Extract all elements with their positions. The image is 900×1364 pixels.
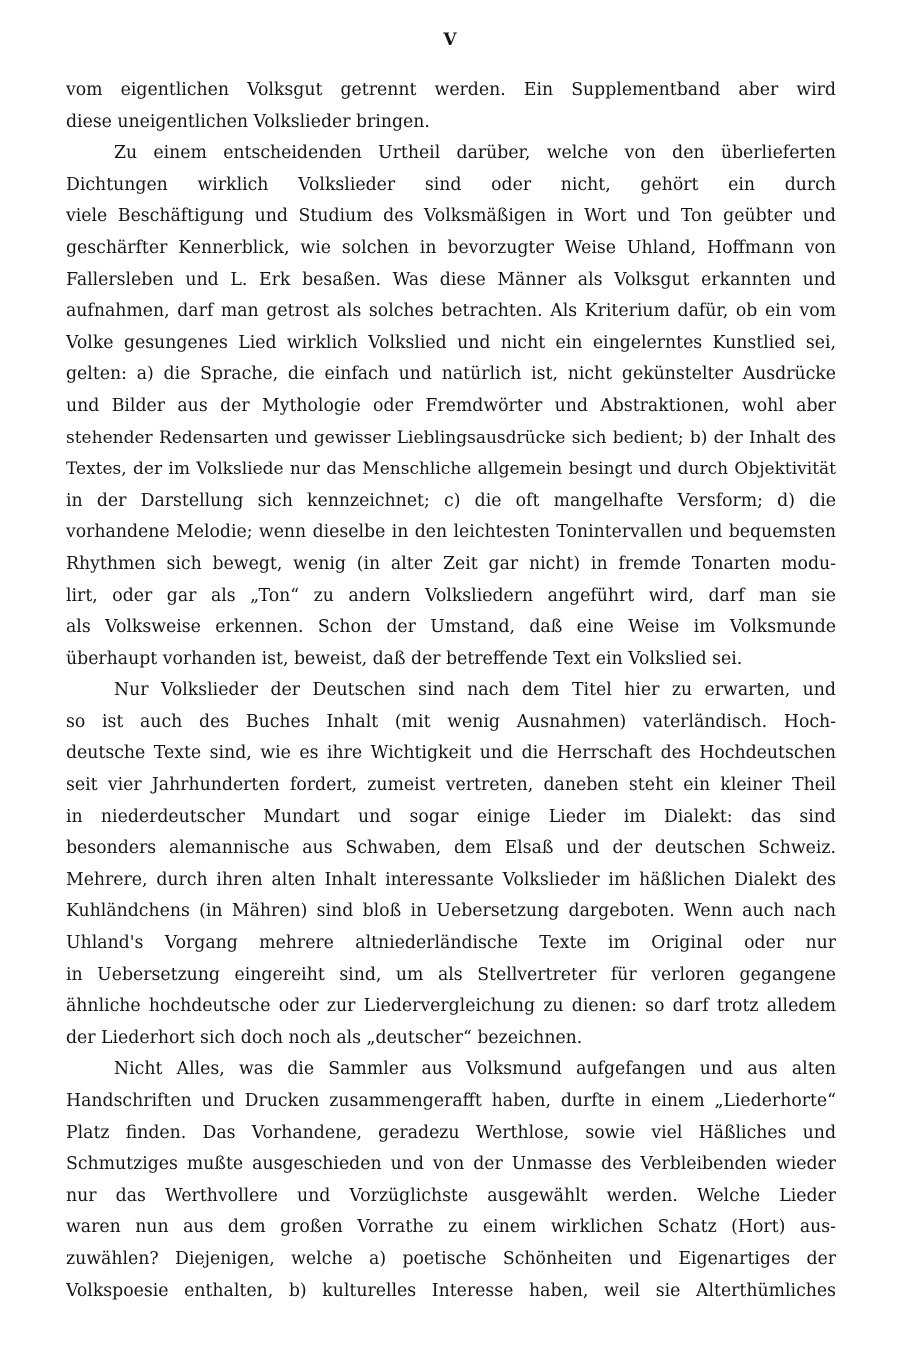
text-line: aufnahmen, darf man getrost als solches betrachten. Als Kriterium dafür, ob ein vom xyxy=(66,301,836,322)
text-line: Uhland's Vorgang mehrere altniederländische Texte im Original oder nur xyxy=(66,933,836,954)
text-line: deutsche Texte sind, wie es ihre Wichtigkeit und die Herrschaft des Hochdeutschen xyxy=(66,743,836,764)
text-line: Zu einem entscheidenden Urtheil darüber, welche von den überlieferten xyxy=(114,143,836,164)
text-line: Volkspoesie enthalten, b) kulturelles Interesse haben, weil sie Alterthümliches xyxy=(66,1280,836,1301)
text-line: stehender Redensarten und gewisser Lieblingsausdrücke sich bedient; b) der Inhalt des xyxy=(66,427,836,448)
text-line: in niederdeutscher Mundart und sogar einige Lieder im Dialekt: das sind xyxy=(66,806,836,827)
text-line: Dichtungen wirklich Volkslieder sind oder nicht, gehört ein durch xyxy=(66,174,836,195)
text-line: waren nun aus dem großen Vorrathe zu einem wirklichen Schatz (Hort) aus- xyxy=(66,1217,836,1238)
text-line: Mehrere, durch ihren alten Inhalt interessante Volkslieder im häßlichen Dialekt des xyxy=(66,869,836,890)
text-line: besonders alemannische aus Schwaben, dem Elsaß und der deutschen Schweiz. xyxy=(66,838,836,859)
text-line: so ist auch des Buches Inhalt (mit wenig Ausnahmen) vaterländisch. Hoch- xyxy=(66,711,836,732)
text-line: vom eigentlichen Volksgut getrennt werden. Ein Supplementband aber wird xyxy=(66,80,836,100)
text-line: Schmutziges mußte ausgeschieden und von der Unmasse des Verbleibenden wieder xyxy=(66,1154,836,1175)
text-line: als Volksweise erkennen. Schon der Umstand, daß eine Weise im Volksmunde xyxy=(66,617,836,638)
text-line: ähnliche hochdeutsche oder zur Liedervergleichung zu dienen: so darf trotz alledem xyxy=(66,996,836,1017)
text-line: Handschriften und Drucken zusammengerafft haben, durfte in einem „Liederhorte“ xyxy=(66,1091,836,1111)
text-line: gelten: a) die Sprache, die einfach und natürlich ist, nicht gekünstelter Ausdrücke xyxy=(66,364,836,385)
text-line: Platz finden. Das Vorhandene, geradezu Werthlose, sowie viel Häßliches und xyxy=(66,1122,836,1143)
text-line: lirt, oder gar als „Ton“ zu andern Volksliedern angeführt wird, darf man sie xyxy=(66,585,836,606)
text-line: und Bilder aus der Mythologie oder Fremdwörter und Abstraktionen, wohl aber xyxy=(66,395,836,416)
text-line: überhaupt vorhanden ist, beweist, daß der betreffende Text ein Volkslied sei. xyxy=(66,648,743,669)
text-line: Textes, der im Volksliede nur das Menschliche allgemein besingt und durch Objektivität xyxy=(66,459,836,480)
text-line: seit vier Jahrhunderten fordert, zumeist vertreten, daneben steht ein kleiner Theil xyxy=(66,775,836,796)
text-line: in Uebersetzung eingereiht sind, um als Stellvertreter für verloren gegangene xyxy=(66,964,836,985)
text-line: Kuhländchens (in Mähren) sind bloß in Uebersetzung dargeboten. Wenn auch nach xyxy=(66,901,836,922)
text-line: diese uneigentlichen Volkslieder bringen. xyxy=(66,111,430,132)
text-line: Nicht Alles, was die Sammler aus Volksmund aufgefangen und aus alten xyxy=(114,1059,836,1080)
text-line: Nur Volkslieder der Deutschen sind nach dem Titel hier zu erwarten, und xyxy=(114,680,836,701)
text-line: nur das Werthvollere und Vorzüglichste ausgewählt werden. Welche Lieder xyxy=(66,1185,836,1206)
text-line: Volke gesungenes Lied wirklich Volkslied und nicht ein eingelerntes Kunstlied sei, xyxy=(66,332,836,353)
body-text xyxy=(66,75,836,1307)
text-line: geschärfter Kennerblick, wie solchen in bevorzugter Weise Uhland, Hoffmann von xyxy=(66,237,836,258)
text-line: vorhandene Melodie; wenn dieselbe in den leichtesten Tonintervallen und bequemsten xyxy=(66,522,836,543)
text-line: Fallersleben und L. Erk besaßen. Was diese Männer als Volksgut erkannten und xyxy=(66,269,836,290)
text-line: viele Beschäftigung und Studium des Volksmäßigen in Wort und Ton geübter und xyxy=(66,206,836,227)
text-line: Rhythmen sich bewegt, wenig (in alter Zeit gar nicht) in fremde Tonarten modu- xyxy=(66,553,836,574)
text-line: zuwählen? Diejenigen, welche a) poetische Schönheiten und Eigenartiges der xyxy=(66,1248,836,1269)
text-line: der Liederhort sich doch noch als „deutscher“ bezeichnen. xyxy=(66,1027,583,1048)
page-number: V xyxy=(443,30,457,50)
text-line: in der Darstellung sich kennzeichnet; c) die oft mangelhafte Versform; d) die xyxy=(66,490,836,511)
